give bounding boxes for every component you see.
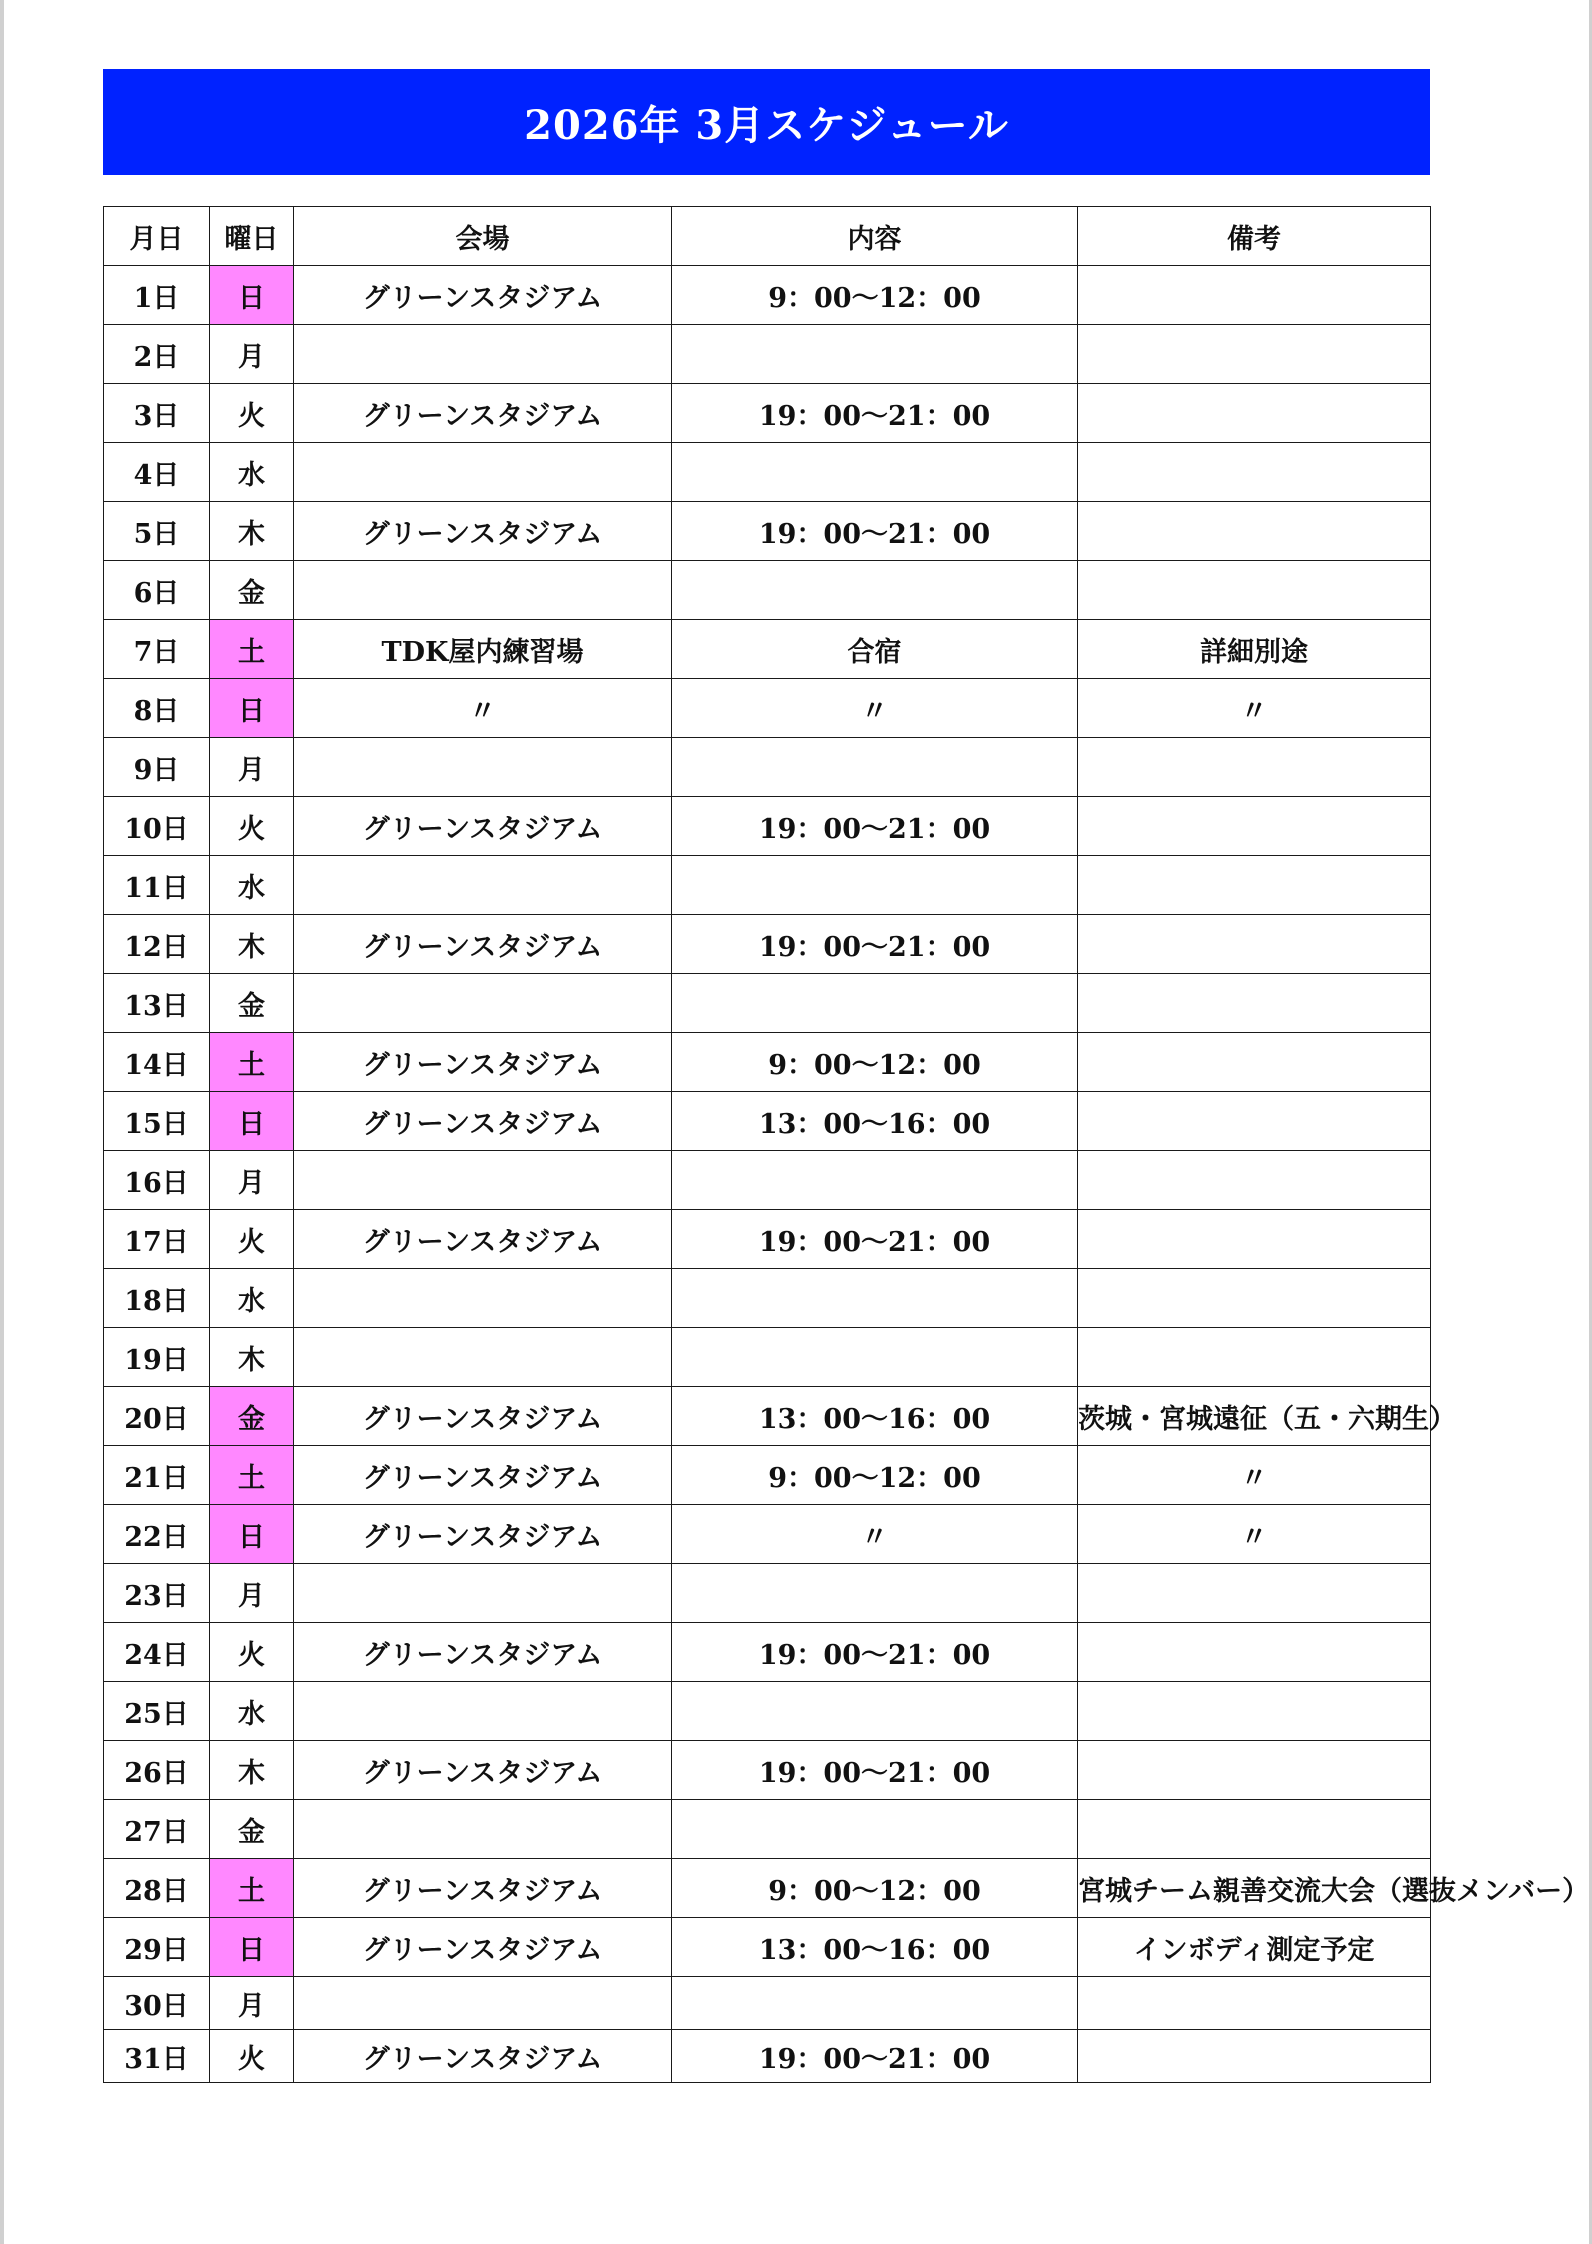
notes-cell — [1078, 266, 1431, 325]
table-row — [104, 1741, 1431, 1800]
table-row — [104, 1151, 1431, 1210]
table-row — [104, 1682, 1431, 1741]
weekday-cell: 日 — [210, 1505, 294, 1564]
venue-cell — [294, 1328, 672, 1387]
table-row — [104, 1092, 1431, 1151]
notes-cell — [1078, 856, 1431, 915]
weekday-cell: 土 — [210, 620, 294, 679]
schedule-table — [103, 206, 1590, 2083]
content-cell: 19：00～21：00 — [672, 915, 1078, 974]
date-cell: 21日 — [104, 1446, 210, 1505]
content-cell — [672, 1269, 1078, 1328]
date-cell: 25日 — [104, 1682, 210, 1741]
content-cell — [672, 443, 1078, 502]
header-date: 月日 — [104, 207, 210, 266]
content-cell: 合宿 — [672, 620, 1078, 679]
venue-cell — [294, 1682, 672, 1741]
weekday-cell: 火 — [210, 797, 294, 856]
content-cell: 19：00～21：00 — [672, 797, 1078, 856]
table-row — [104, 325, 1431, 384]
header-content: 内容 — [672, 207, 1078, 266]
table-row — [104, 620, 1431, 679]
table-row — [104, 384, 1431, 443]
weekday-cell: 木 — [210, 502, 294, 561]
table-row — [104, 443, 1431, 502]
content-cell: 〃 — [672, 679, 1078, 738]
date-cell: 20日 — [104, 1387, 210, 1446]
date-cell: 14日 — [104, 1033, 210, 1092]
content-cell — [672, 325, 1078, 384]
content-cell: 13：00～16：00 — [672, 1918, 1078, 1977]
venue-cell — [294, 561, 672, 620]
venue-cell: グリーンスタジアム — [294, 502, 672, 561]
venue-cell: グリーンスタジアム — [294, 384, 672, 443]
table-row — [104, 1859, 1431, 1918]
content-cell — [672, 1151, 1078, 1210]
table-row — [104, 797, 1431, 856]
table-row — [104, 1033, 1431, 1092]
weekday-cell: 月 — [210, 1151, 294, 1210]
weekday-cell: 火 — [210, 384, 294, 443]
weekday-cell: 日 — [210, 266, 294, 325]
notes-cell: 〃 — [1078, 679, 1431, 738]
venue-cell — [294, 325, 672, 384]
weekday-cell: 月 — [210, 325, 294, 384]
date-cell: 2日 — [104, 325, 210, 384]
weekday-cell: 金 — [210, 974, 294, 1033]
venue-cell: グリーンスタジアム — [294, 1210, 672, 1269]
notes-cell — [1078, 1741, 1431, 1800]
weekday-cell: 金 — [210, 1387, 294, 1446]
content-cell: 9：00～12：00 — [672, 1033, 1078, 1092]
weekday-cell: 火 — [210, 1210, 294, 1269]
content-cell: 9：00～12：00 — [672, 1859, 1078, 1918]
content-cell: 9：00～12：00 — [672, 266, 1078, 325]
notes-cell — [1078, 1682, 1431, 1741]
date-cell: 15日 — [104, 1092, 210, 1151]
weekday-cell: 金 — [210, 1800, 294, 1859]
venue-cell — [294, 856, 672, 915]
venue-cell: TDK屋内練習場 — [294, 620, 672, 679]
date-cell: 7日 — [104, 620, 210, 679]
notes-cell — [1078, 797, 1431, 856]
header-notes: 備考 — [1078, 207, 1431, 266]
table-row — [104, 1800, 1431, 1859]
notes-cell — [1078, 2030, 1431, 2083]
notes-cell — [1078, 384, 1431, 443]
weekday-cell: 月 — [210, 1564, 294, 1623]
weekday-cell: 土 — [210, 1446, 294, 1505]
page-title: 2026年 3月スケジュール — [103, 69, 1430, 175]
table-row — [104, 738, 1431, 797]
table-row — [104, 1210, 1431, 1269]
schedule-body — [104, 266, 1590, 2083]
table-row — [104, 915, 1431, 974]
content-cell: 19：00～21：00 — [672, 502, 1078, 561]
content-cell — [672, 561, 1078, 620]
date-cell: 5日 — [104, 502, 210, 561]
table-row — [104, 1387, 1431, 1446]
notes-cell — [1078, 974, 1431, 1033]
notes-cell: インボディ測定予定 — [1078, 1918, 1431, 1977]
date-cell: 8日 — [104, 679, 210, 738]
content-cell — [672, 1682, 1078, 1741]
date-cell: 10日 — [104, 797, 210, 856]
venue-cell: グリーンスタジアム — [294, 1387, 672, 1446]
content-cell — [672, 1564, 1078, 1623]
content-cell: 19：00～21：00 — [672, 1623, 1078, 1682]
notes-cell — [1078, 561, 1431, 620]
weekday-cell: 水 — [210, 443, 294, 502]
date-cell: 6日 — [104, 561, 210, 620]
date-cell: 9日 — [104, 738, 210, 797]
weekday-cell: 水 — [210, 1269, 294, 1328]
venue-cell: グリーンスタジアム — [294, 1859, 672, 1918]
weekday-cell: 水 — [210, 856, 294, 915]
date-cell: 30日 — [104, 1977, 210, 2030]
notes-cell: 〃 — [1078, 1446, 1431, 1505]
venue-cell: グリーンスタジアム — [294, 2030, 672, 2083]
weekday-cell: 木 — [210, 1741, 294, 1800]
table-row — [104, 1269, 1431, 1328]
venue-cell — [294, 974, 672, 1033]
weekday-cell: 水 — [210, 1682, 294, 1741]
table-row — [104, 2030, 1431, 2083]
date-cell: 3日 — [104, 384, 210, 443]
venue-cell: グリーンスタジアム — [294, 797, 672, 856]
venue-cell: グリーンスタジアム — [294, 266, 672, 325]
content-cell: 13：00～16：00 — [672, 1387, 1078, 1446]
venue-cell — [294, 1269, 672, 1328]
weekday-cell: 木 — [210, 1328, 294, 1387]
notes-cell — [1078, 443, 1431, 502]
notes-cell — [1078, 1328, 1431, 1387]
date-cell: 11日 — [104, 856, 210, 915]
weekday-cell: 日 — [210, 1918, 294, 1977]
weekday-cell: 木 — [210, 915, 294, 974]
date-cell: 4日 — [104, 443, 210, 502]
notes-cell — [1078, 915, 1431, 974]
content-cell — [672, 1800, 1078, 1859]
notes-cell: 〃 — [1078, 1505, 1431, 1564]
venue-cell: グリーンスタジアム — [294, 1033, 672, 1092]
weekday-cell: 火 — [210, 2030, 294, 2083]
weekday-cell: 日 — [210, 679, 294, 738]
page-left-edge — [0, 0, 4, 2244]
date-cell: 27日 — [104, 1800, 210, 1859]
venue-cell: グリーンスタジアム — [294, 1918, 672, 1977]
table-row — [104, 679, 1431, 738]
venue-cell: グリーンスタジアム — [294, 1092, 672, 1151]
table-row — [104, 1564, 1431, 1623]
date-cell: 22日 — [104, 1505, 210, 1564]
date-cell: 17日 — [104, 1210, 210, 1269]
venue-cell: グリーンスタジアム — [294, 1623, 672, 1682]
notes-cell — [1078, 1151, 1431, 1210]
venue-cell — [294, 1977, 672, 2030]
notes-cell — [1078, 325, 1431, 384]
notes-cell: 詳細別途 — [1078, 620, 1431, 679]
date-cell: 16日 — [104, 1151, 210, 1210]
weekday-cell: 火 — [210, 1623, 294, 1682]
content-cell: 19：00～21：00 — [672, 2030, 1078, 2083]
content-cell: 19：00～21：00 — [672, 1210, 1078, 1269]
notes-cell: 茨城・宮城遠征（五・六期生） — [1078, 1387, 1431, 1446]
notes-cell — [1078, 1033, 1431, 1092]
table-row — [104, 1446, 1431, 1505]
date-cell: 24日 — [104, 1623, 210, 1682]
table-row — [104, 1328, 1431, 1387]
table-row — [104, 502, 1431, 561]
date-cell: 19日 — [104, 1328, 210, 1387]
content-cell — [672, 1977, 1078, 2030]
content-cell — [672, 738, 1078, 797]
content-cell — [672, 1328, 1078, 1387]
notes-cell — [1078, 1623, 1431, 1682]
date-cell: 26日 — [104, 1741, 210, 1800]
notes-cell — [1078, 1977, 1431, 2030]
notes-cell — [1078, 502, 1431, 561]
notes-cell — [1078, 738, 1431, 797]
notes-cell — [1078, 1800, 1431, 1859]
weekday-cell: 月 — [210, 738, 294, 797]
notes-cell — [1078, 1269, 1431, 1328]
date-cell: 12日 — [104, 915, 210, 974]
date-cell: 28日 — [104, 1859, 210, 1918]
table-row — [104, 1918, 1431, 1977]
content-cell: 13：00～16：00 — [672, 1092, 1078, 1151]
weekday-cell: 土 — [210, 1033, 294, 1092]
notes-cell — [1078, 1210, 1431, 1269]
venue-cell: グリーンスタジアム — [294, 1446, 672, 1505]
table-row — [104, 266, 1431, 325]
content-cell: 19：00～21：00 — [672, 1741, 1078, 1800]
table-row — [104, 856, 1431, 915]
weekday-cell: 土 — [210, 1859, 294, 1918]
content-cell: 19：00～21：00 — [672, 384, 1078, 443]
header-venue: 会場 — [294, 207, 672, 266]
table-row — [104, 1977, 1431, 2030]
date-cell: 18日 — [104, 1269, 210, 1328]
content-cell: 9：00～12：00 — [672, 1446, 1078, 1505]
notes-cell — [1078, 1092, 1431, 1151]
table-header-row — [104, 207, 1431, 266]
content-cell: 〃 — [672, 1505, 1078, 1564]
venue-cell — [294, 1564, 672, 1623]
venue-cell — [294, 1800, 672, 1859]
notes-cell — [1078, 1564, 1431, 1623]
date-cell: 29日 — [104, 1918, 210, 1977]
venue-cell: 〃 — [294, 679, 672, 738]
venue-cell — [294, 1151, 672, 1210]
date-cell: 31日 — [104, 2030, 210, 2083]
date-cell: 13日 — [104, 974, 210, 1033]
notes-cell: 宮城チーム親善交流大会（選抜メンバー） — [1078, 1859, 1431, 1918]
venue-cell: グリーンスタジアム — [294, 1505, 672, 1564]
table-row — [104, 1623, 1431, 1682]
weekday-cell: 金 — [210, 561, 294, 620]
content-cell — [672, 974, 1078, 1033]
date-cell: 23日 — [104, 1564, 210, 1623]
content-cell — [672, 856, 1078, 915]
table-row — [104, 1505, 1431, 1564]
header-weekday: 曜日 — [210, 207, 294, 266]
date-cell: 1日 — [104, 266, 210, 325]
venue-cell: グリーンスタジアム — [294, 1741, 672, 1800]
venue-cell: グリーンスタジアム — [294, 915, 672, 974]
venue-cell — [294, 443, 672, 502]
weekday-cell: 日 — [210, 1092, 294, 1151]
table-row — [104, 561, 1431, 620]
venue-cell — [294, 738, 672, 797]
weekday-cell: 月 — [210, 1977, 294, 2030]
table-row — [104, 974, 1431, 1033]
